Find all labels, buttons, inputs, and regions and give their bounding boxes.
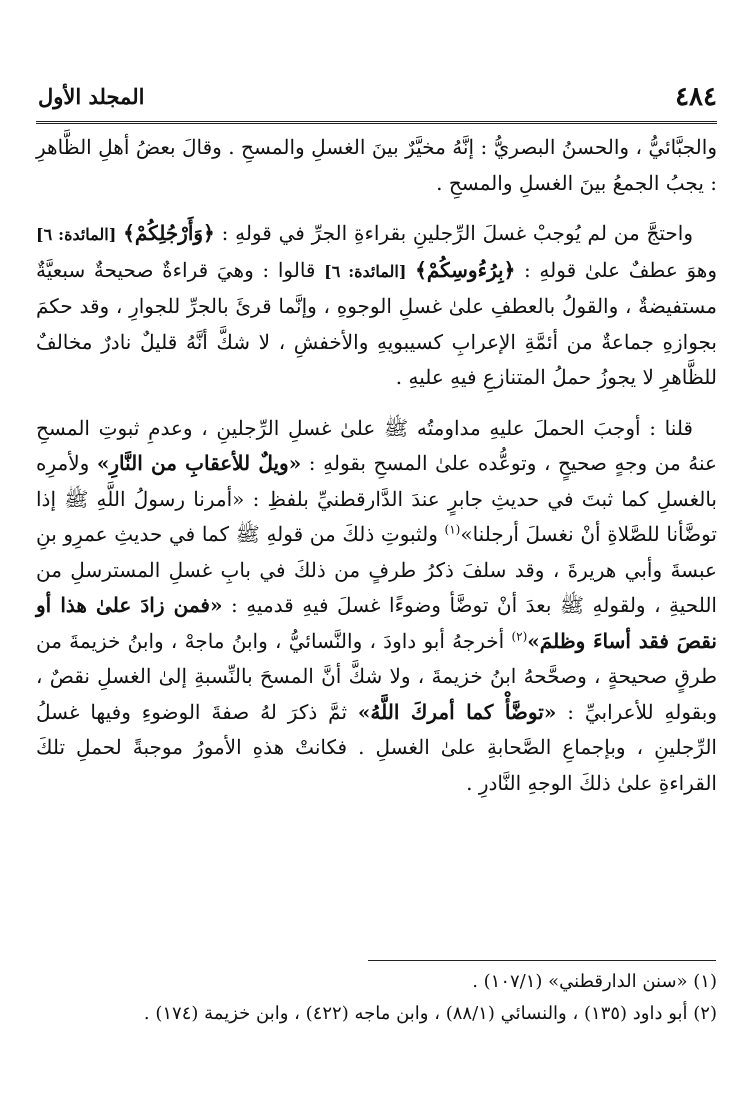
footnote-marker-2[interactable]: (٢) — [511, 628, 528, 643]
hadith-quote-2: «فمن زادَ علىٰ هذا أو نقصَ فقد أساءَ وظلمَ» — [36, 593, 717, 653]
paragraph-1: والجبَّائيُّ ، والحسنُ البصريُّ : إنَّهُ مخيَّرٌ بينَ الغسلِ والمسحِ . وقالَ بعضُ أهلِ الظَّاهرِ : يجبُ الجمعُ بينَ الغسلِ والمسحِ . — [36, 135, 717, 195]
paragraph-2-text-c: قالوا : وهيَ قراءةٌ صحيحةٌ سبعيَّةٌ مستفيضةٌ ، والقولُ بالعطفِ علىٰ غسلِ الوجوهِ ، وإنَّما قرئَ بالجرِّ للجوارِ ، وقد حكمَ بجوازهِ جماعةٌ من أئمَّةِ الإعرابِ كسيبويهِ والأخفشِ ، لا شكَّ أنَّهُ قليلٌ نادرٌ مخالفٌ للظَّاهرِ لا يجوزُ حملُ المتنازعِ فيهِ عليهِ . — [36, 257, 717, 389]
footnote-marker-1[interactable]: (١) — [444, 522, 461, 537]
quran-reference-2: [المائدة: ٦] — [324, 261, 407, 281]
paragraph-3-text-f: ثمَّ ذكرَ لهُ صفةَ الوضوءِ وفيها غسلُ الرِّجلينِ ، وبإجماعِ الصَّحابةِ علىٰ الغسلِ . فكانتْ هذهِ الأمورُ موجبةً لحملِ تلكَ القراءةِ علىٰ ذلكَ الوجهِ النَّادرِ . — [36, 699, 717, 795]
paragraph-2-text-b: وهوَ عطفٌ علىٰ قولهِ : — [515, 257, 717, 282]
quran-quote-arjulikum: ﴿وَأَرْجُلِكُمْ﴾ — [123, 221, 215, 245]
footnotes — [36, 966, 717, 1030]
volume-title: المجلد الأول — [38, 84, 145, 109]
quran-reference-1: [المائدة: ٦] — [36, 225, 117, 244]
footnote-1: (١) «سنن الدارقطني» (١٠٧/١) . — [472, 971, 717, 992]
hadith-quote-3: «توضَّأْ كما أمركَ اللَّهُ» — [357, 699, 557, 724]
footnote-rule — [368, 960, 716, 961]
page-number: ٤٨٤ — [675, 82, 717, 112]
paragraph-3-text-d: ولثبوتِ ذلكَ من قولهِ ﷺ كما في حديثِ عمرِو بنِ عبسةَ وأبي هريرةَ ، وقد سلفَ ذكرُ طرفٍ من ذلكَ في بابِ غسلِ المسترسلِ من اللحيةِ ، ولقولهِ ﷺ بعدَ أنْ توضَّأ وضوءًا غسلَ فيهِ قدميهِ : — [36, 522, 717, 617]
header-rule — [36, 121, 717, 124]
running-header — [36, 78, 717, 122]
paragraph-2 — [36, 216, 717, 396]
footnote-2: (٢) أبو داود (١٣٥) ، والنسائي (٨٨/١) ، وابن ماجه (٤٢٢) ، وابن خزيمة (١٧٤) . — [143, 1003, 717, 1024]
paragraph-3-text-a: قلنا : أوجبَ الحملَ عليهِ مداومتُه ﷺ علىٰ غسلِ الرِّجلينِ ، وعدمِ ثبوتِ المسحِ عنهُ من وجهٍ صحيحٍ ، وتوعُّده علىٰ المسحِ بقولهِ : — [36, 415, 717, 475]
main-text — [36, 130, 717, 801]
quran-quote-biruusikum: ﴿بِرُءُوسِكُمْ﴾ — [415, 257, 516, 282]
paragraph-3-text-c: ولأمرِه بالغسلِ كما ثبتَ في حديثِ جابرٍ عندَ الدَّارقطنيِّ بلفظِ : «أمرنا رسولُ اللَّهِ ﷺ إذا توضَّأنا للصَّلاةِ أنْ نغسلَ أرجلنا» — [36, 451, 717, 546]
hadith-quote-1: «ويلٌ للأعقابِ من النَّارِ» — [96, 451, 302, 475]
paragraph-3-text-e: أخرجهُ أبو داودَ ، والنَّسائيُّ ، وابنُ ماجهْ ، وابنُ خزيمةَ من طرقٍ صحيحةٍ ، وصحَّحهُ ابنُ خزيمةَ ، ولا شكَّ أنَّ المسحَ بالنِّسبةِ إلىٰ الغسلِ نقصٌ ، وبقولهِ للأعرابيِّ : — [36, 628, 718, 724]
paragraph-2-text-a: واحتجَّ من لم يُوجبْ غسلَ الرِّجلينِ بقراءةِ الجرِّ في قولهِ : — [214, 221, 693, 245]
paragraph-3 — [36, 411, 717, 802]
